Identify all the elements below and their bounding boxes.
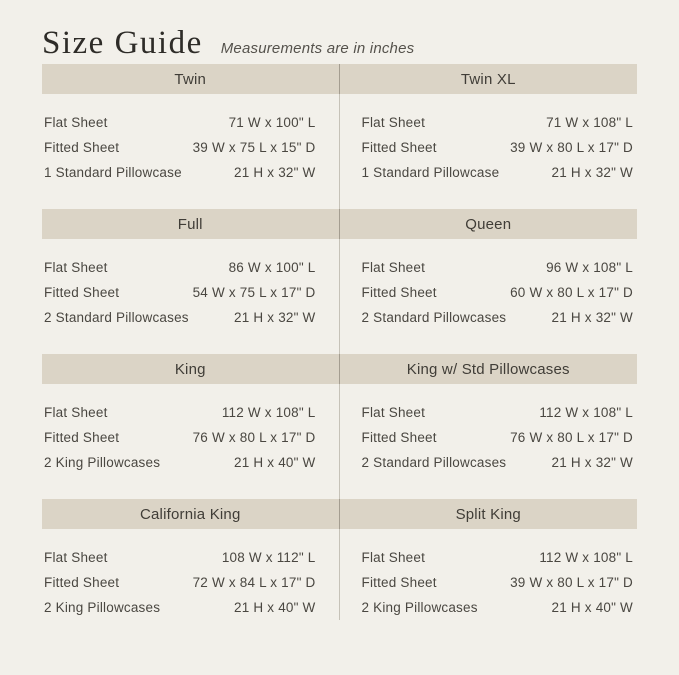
item-value: 21 H x 32" W bbox=[234, 165, 316, 180]
table-row bbox=[44, 305, 316, 330]
size-header: Full bbox=[42, 209, 340, 239]
item-value: 72 W x 84 L x 17" D bbox=[192, 575, 316, 590]
size-section bbox=[340, 499, 638, 620]
size-header: Twin bbox=[42, 64, 340, 94]
item-label: 1 Standard Pillowcase bbox=[44, 165, 182, 180]
item-value: 76 W x 80 L x 17" D bbox=[192, 430, 316, 445]
table-row bbox=[362, 135, 634, 160]
table-row bbox=[44, 160, 316, 185]
item-value: 39 W x 80 L x 17" D bbox=[510, 575, 633, 590]
item-value: 54 W x 75 L x 17" D bbox=[192, 285, 316, 300]
table-row bbox=[362, 450, 634, 475]
table-row bbox=[362, 255, 634, 280]
table-row bbox=[44, 595, 316, 620]
size-header: California King bbox=[42, 499, 340, 529]
item-value: 39 W x 75 L x 15" D bbox=[192, 140, 316, 155]
size-rows bbox=[42, 384, 340, 475]
table-row bbox=[44, 280, 316, 305]
item-value: 21 H x 40" W bbox=[551, 600, 633, 615]
item-value: 108 W x 112" L bbox=[221, 550, 316, 565]
size-grid bbox=[42, 64, 637, 620]
item-label: Flat Sheet bbox=[44, 260, 108, 275]
page-title: Size Guide bbox=[42, 25, 203, 61]
item-value: 112 W x 108" L bbox=[539, 550, 633, 565]
size-rows bbox=[340, 529, 638, 620]
item-label: Fitted Sheet bbox=[44, 140, 120, 155]
size-rows bbox=[340, 384, 638, 475]
item-value: 112 W x 108" L bbox=[539, 405, 633, 420]
table-row bbox=[362, 425, 634, 450]
item-value: 86 W x 100" L bbox=[228, 260, 316, 275]
page-subtitle: Measurements are in inches bbox=[220, 40, 415, 57]
table-row bbox=[362, 110, 634, 135]
item-label: 2 Standard Pillowcases bbox=[44, 310, 189, 325]
item-value: 21 H x 32" W bbox=[551, 310, 633, 325]
item-label: Flat Sheet bbox=[361, 115, 426, 130]
table-row bbox=[44, 450, 316, 475]
size-header: Queen bbox=[340, 209, 638, 239]
item-label: Flat Sheet bbox=[44, 550, 108, 565]
item-label: 1 Standard Pillowcase bbox=[361, 165, 500, 180]
item-label: Fitted Sheet bbox=[44, 575, 120, 590]
item-label: 2 King Pillowcases bbox=[44, 600, 161, 615]
item-value: 112 W x 108" L bbox=[221, 405, 316, 420]
item-label: 2 King Pillowcases bbox=[361, 600, 478, 615]
item-label: 2 Standard Pillowcases bbox=[361, 310, 507, 325]
table-row bbox=[44, 570, 316, 595]
size-header: King bbox=[42, 354, 340, 384]
size-rows bbox=[42, 239, 340, 330]
item-value: 21 H x 32" W bbox=[551, 165, 633, 180]
table-row bbox=[44, 545, 316, 570]
table-row bbox=[362, 160, 634, 185]
table-row bbox=[362, 545, 634, 570]
item-label: Fitted Sheet bbox=[361, 285, 437, 300]
item-label: Flat Sheet bbox=[44, 115, 108, 130]
size-section bbox=[42, 64, 340, 209]
table-row bbox=[44, 400, 316, 425]
size-rows bbox=[340, 239, 638, 330]
size-section bbox=[340, 354, 638, 499]
size-rows bbox=[340, 94, 638, 185]
item-label: Flat Sheet bbox=[361, 550, 426, 565]
item-value: 71 W x 100" L bbox=[228, 115, 316, 130]
size-header: Twin XL bbox=[340, 64, 638, 94]
size-section bbox=[42, 354, 340, 499]
item-value: 76 W x 80 L x 17" D bbox=[510, 430, 633, 445]
item-label: Flat Sheet bbox=[361, 260, 426, 275]
item-label: Flat Sheet bbox=[361, 405, 426, 420]
item-label: Fitted Sheet bbox=[361, 430, 437, 445]
size-rows bbox=[42, 94, 340, 185]
item-value: 60 W x 80 L x 17" D bbox=[510, 285, 633, 300]
table-row bbox=[44, 110, 316, 135]
item-value: 21 H x 40" W bbox=[234, 600, 316, 615]
item-value: 71 W x 108" L bbox=[546, 115, 633, 130]
size-section bbox=[42, 499, 340, 620]
table-row bbox=[44, 135, 316, 160]
size-section bbox=[42, 209, 340, 354]
size-section bbox=[340, 64, 638, 209]
table-row bbox=[362, 280, 634, 305]
size-header: Split King bbox=[340, 499, 638, 529]
size-section bbox=[340, 209, 638, 354]
item-label: 2 King Pillowcases bbox=[44, 455, 161, 470]
item-label: Fitted Sheet bbox=[361, 575, 437, 590]
size-header: King w/ Std Pillowcases bbox=[340, 354, 638, 384]
item-value: 21 H x 32" W bbox=[551, 455, 633, 470]
item-label: Fitted Sheet bbox=[44, 430, 120, 445]
table-row bbox=[44, 425, 316, 450]
item-value: 96 W x 108" L bbox=[546, 260, 633, 275]
table-row bbox=[362, 595, 634, 620]
item-label: Fitted Sheet bbox=[44, 285, 120, 300]
title-row bbox=[42, 0, 637, 64]
table-row bbox=[362, 400, 634, 425]
item-label: 2 Standard Pillowcases bbox=[361, 455, 507, 470]
item-label: Fitted Sheet bbox=[361, 140, 437, 155]
table-row bbox=[44, 255, 316, 280]
table-row bbox=[362, 305, 634, 330]
table-row bbox=[362, 570, 634, 595]
item-value: 21 H x 40" W bbox=[234, 455, 316, 470]
item-label: Flat Sheet bbox=[44, 405, 108, 420]
item-value: 21 H x 32" W bbox=[234, 310, 316, 325]
item-value: 39 W x 80 L x 17" D bbox=[510, 140, 633, 155]
size-rows bbox=[42, 529, 340, 620]
